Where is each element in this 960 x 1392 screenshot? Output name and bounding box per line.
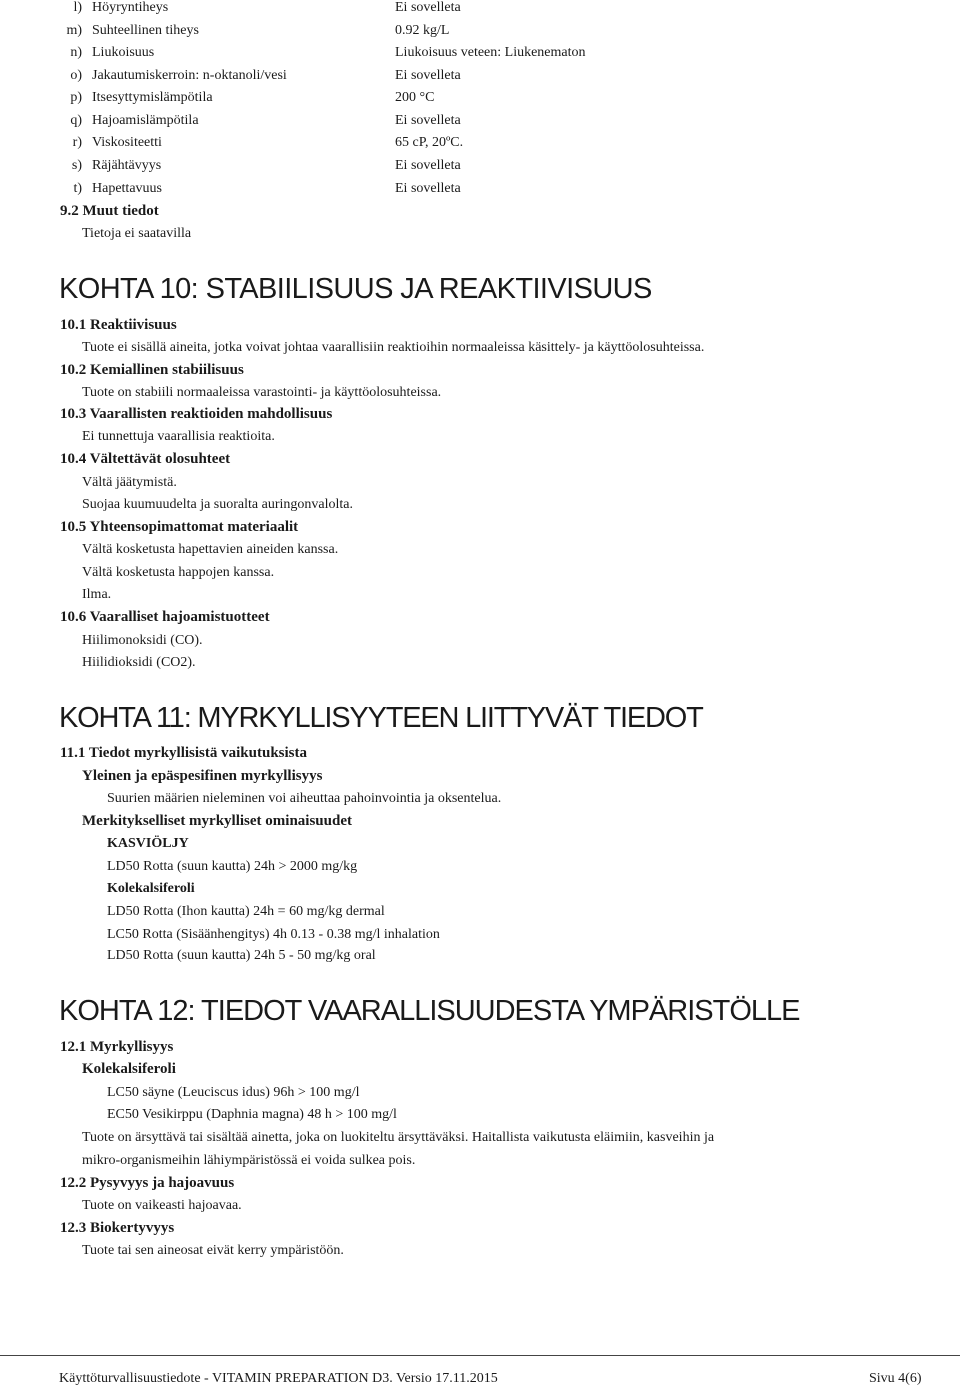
- property-letter: n): [70, 45, 82, 60]
- property-name: Itsesyttymislämpötila: [92, 90, 213, 105]
- subsection-text: Tuote on stabiili normaaleissa varastointi- ja käyttöolosuhteissa.: [82, 385, 442, 400]
- property-value: Liukoisuus veteen: Liukenematon: [395, 45, 586, 60]
- paragraph-text: mikro-organismeihin lähiympäristössä ei voida sulkea pois.: [82, 1153, 416, 1168]
- substance-name: KASVIÖLJY: [107, 836, 189, 851]
- property-letter: r): [72, 135, 82, 150]
- subsection-subtitle: Yleinen ja epäspesifinen myrkyllisyys: [82, 768, 323, 784]
- ecotox-value: EC50 Vesikirppu (Daphnia magna) 48 h > 100 mg/l: [107, 1107, 397, 1122]
- subsection-text: Suurien määrien nieleminen voi aiheuttaa pahoinvointia ja oksentelua.: [107, 791, 502, 806]
- subsection-text: Hiilidioksidi (CO2).: [82, 655, 196, 670]
- substance-name: Kolekalsiferoli: [107, 881, 195, 896]
- property-letter: t): [73, 181, 82, 196]
- property-letter: s): [71, 158, 82, 173]
- subsection-title: 10.4 Vältettävät olosuhteet: [60, 451, 231, 467]
- subsection-title: 10.6 Vaaralliset hajoamistuotteet: [60, 609, 270, 625]
- property-value: Ei sovelleta: [395, 158, 461, 173]
- subsection-text: Suojaa kuumuudelta ja suoralta auringonvalolta.: [82, 497, 353, 512]
- subsection-text: Hiilimonoksidi (CO).: [82, 633, 203, 648]
- footer-divider: [0, 1355, 960, 1356]
- toxicity-value: LD50 Rotta (Ihon kautta) 24h = 60 mg/kg dermal: [107, 904, 385, 919]
- ecotox-value: LC50 säyne (Leuciscus idus) 96h > 100 mg/l: [107, 1085, 360, 1100]
- property-name: Höyryntiheys: [92, 0, 169, 15]
- subsection-text: Ilma.: [82, 587, 112, 602]
- property-value: Ei sovelleta: [395, 181, 461, 196]
- subsection-title: 9.2 Muut tiedot: [60, 203, 159, 219]
- property-value: Ei sovelleta: [395, 68, 461, 83]
- subsection-title: 11.1 Tiedot myrkyllisistä vaikutuksista: [60, 745, 308, 761]
- subsection-title: 10.2 Kemiallinen stabiilisuus: [60, 362, 244, 378]
- property-name: Hajoamislämpötila: [92, 113, 199, 128]
- property-name: Hapettavuus: [92, 181, 162, 196]
- subsection-text: Tuote ei sisällä aineita, jotka voivat johtaa vaarallisiin reaktioihin normaaleissa käsittely- ja käyttöolosuhteissa.: [82, 340, 705, 355]
- footer-page-number: Sivu 4(6): [869, 1371, 922, 1386]
- subsection-text: Vältä jäätymistä.: [82, 475, 177, 490]
- property-letter: l): [73, 0, 82, 15]
- subsection-text: Vältä kosketusta hapettavien aineiden kanssa.: [82, 542, 339, 557]
- property-name: Suhteellinen tiheys: [92, 23, 199, 38]
- property-value: Ei sovelleta: [395, 0, 461, 15]
- property-letter: p): [70, 90, 82, 105]
- toxicity-value: LD50 Rotta (suun kautta) 24h 5 - 50 mg/kg oral: [107, 948, 376, 963]
- subsection-subtitle: Merkitykselliset myrkylliset ominaisuudet: [82, 813, 352, 829]
- subsection-text: Tuote on vaikeasti hajoavaa.: [82, 1198, 242, 1213]
- property-value: 200 °C: [395, 90, 435, 105]
- section-heading: KOHTA 11: MYRKYLLISYYTEEN LIITTYVÄT TIEDOT: [59, 702, 703, 734]
- section-heading: KOHTA 12: TIEDOT VAARALLISUUDESTA YMPÄRISTÖLLE: [59, 995, 800, 1027]
- subsection-title: 10.3 Vaarallisten reaktioiden mahdollisuus: [60, 406, 333, 422]
- property-name: Viskositeetti: [92, 135, 162, 150]
- paragraph-text: Tuote on ärsyttävä tai sisältää ainetta, joka on luokiteltu ärsyttäväksi. Haitallista vaikutusta eläimiin, kasveihin ja: [82, 1130, 715, 1145]
- property-value: Ei sovelleta: [395, 113, 461, 128]
- substance-name: Kolekalsiferoli: [82, 1061, 176, 1077]
- property-value: 65 cP, 20ºC.: [395, 135, 464, 150]
- subsection-title: 10.1 Reaktiivisuus: [60, 317, 177, 333]
- footer-document-title: Käyttöturvallisuustiedote - VITAMIN PREPARATION D3. Versio 17.11.2015: [59, 1371, 498, 1386]
- property-letter: q): [70, 113, 82, 128]
- property-value: 0.92 kg/L: [395, 23, 450, 38]
- subsection-text: Tietoja ei saatavilla: [82, 226, 192, 241]
- section-heading: KOHTA 10: STABIILISUUS JA REAKTIIVISUUS: [59, 273, 652, 305]
- subsection-text: Tuote tai sen aineosat eivät kerry ympäristöön.: [82, 1243, 344, 1258]
- property-letter: m): [66, 23, 82, 38]
- subsection-title: 10.5 Yhteensopimattomat materiaalit: [60, 519, 299, 535]
- property-letter: o): [70, 68, 82, 83]
- property-name: Räjähtävyys: [92, 158, 162, 173]
- subsection-title: 12.2 Pysyvyys ja hajoavuus: [60, 1175, 235, 1191]
- property-name: Liukoisuus: [92, 45, 155, 60]
- subsection-text: Vältä kosketusta happojen kanssa.: [82, 565, 275, 580]
- toxicity-value: LD50 Rotta (suun kautta) 24h > 2000 mg/kg: [107, 859, 358, 874]
- subsection-title: 12.3 Biokertyvyys: [60, 1220, 175, 1236]
- subsection-title: 12.1 Myrkyllisyys: [60, 1039, 174, 1055]
- property-name: Jakautumiskerroin: n-oktanoli/vesi: [92, 68, 287, 83]
- subsection-text: Ei tunnettuja vaarallisia reaktioita.: [82, 429, 275, 444]
- toxicity-value: LC50 Rotta (Sisäänhengitys) 4h 0.13 - 0.38 mg/l inhalation: [107, 927, 440, 942]
